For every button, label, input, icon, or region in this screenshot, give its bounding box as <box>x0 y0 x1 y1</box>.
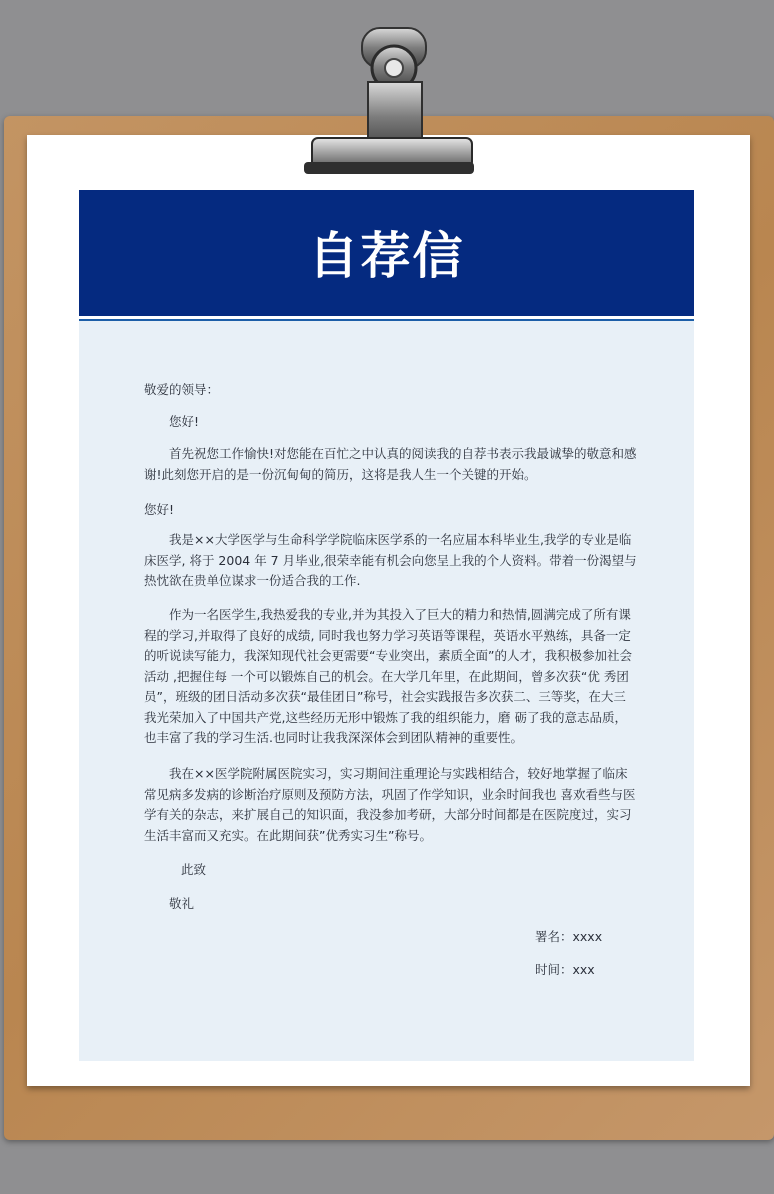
paragraph-4: 我在××医学院附属医院实习，实习期间注重理论与实践相结合，较好地掌握了临床常见病多发病的诊断治疗原则及预防方法，巩固了作学知识，业余时间我也 喜欢看些与医学有关的杂志，来扩展自己的知识面，我没参加考研，大部分时间都是在医院度过，实习生活丰富而又充实。在此期间获”优秀实习生”称号。 <box>144 766 636 843</box>
title-banner <box>79 190 694 316</box>
binder-clip-icon <box>300 24 476 180</box>
page-title: 自荐信 <box>308 227 465 285</box>
closing-1: 此致 <box>181 862 207 877</box>
salutation: 敬爱的领导： <box>144 382 220 397</box>
date-line: 时间：xxx <box>535 962 595 977</box>
closing-2: 敬礼 <box>169 896 195 911</box>
paragraph-1: 首先祝您工作愉快!对您能在百忙之中认真的阅读我的自荐书表示我最诚挚的敬意和感谢!此刻您开启的是一份沉甸甸的简历，这将是我人生一个关键的开始。 <box>144 446 637 482</box>
paragraph-3: 作为一名医学生,我热爱我的专业,并为其投入了巨大的精力和热情,圆满完成了所有课程的学习,并取得了良好的成绩, 同时我也努力学习英语等课程，英语水平熟练，具备一定的听说读写能力，我深知现代社会更需要“专业突出，素质全面”的人才，我积极参加社会活动 ,把握住每 一个可以锻炼自己的机会。在大学几年里，在此期间，曾多次获“优 秀团员”，班级的团日活动多次获“最佳团日”称号，社会实践报告多次获二、三等奖，在大三我光荣加入了中国共产党,这些经历无形中锻炼了我的组织能力，磨 砺了我的意志品质，也丰富了我的学习生活.也同时让我我深深体会到团队精神的重要性。 <box>144 607 632 745</box>
signature: 署名：xxxx <box>535 929 603 944</box>
greeting-2: 您好! <box>144 502 175 517</box>
greeting-1: 您好! <box>169 414 200 429</box>
paragraph-2: 我是××大学医学与生命科学学院临床医学系的一名应届本科毕业生,我学的专业是临床医学, 将于 2004 年 7 月毕业,很荣幸能有机会向您呈上我的个人资料。带着一份渴望与热忱欲在贵单位谋求一份适合我的工作. <box>144 532 637 588</box>
